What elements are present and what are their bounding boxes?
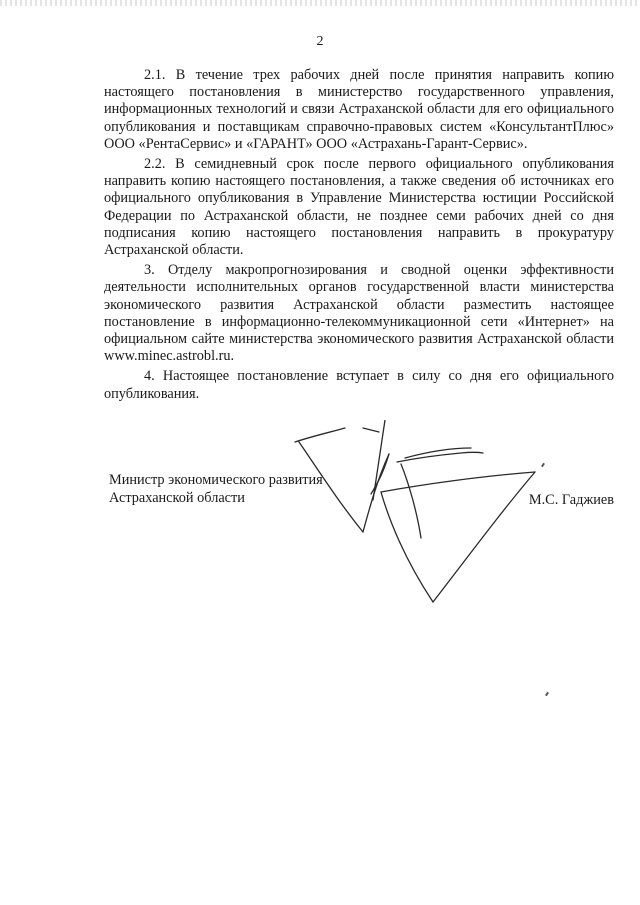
paragraph-2-2: 2.2. В семидневный срок после первого официального опубликования направить копию настоящего постановления, а также сведения об источниках его официального опубликования в Управление Министерства юстиции Российской Федерации по Астраханской области, не позднее семи рабочих дней со дня подписания копию настоящего постановления направить в прокуратуру Астраханской области. — [104, 156, 614, 259]
paragraph-3: 3. Отделу макропрогнозирования и сводной оценки эффективности деятельности исполнительных органов государственной власти министерства экономического развития Астраханской области разместить настоящее постановление в информационно-телекоммуникационной сети «Интернет» на официальном сайте министерства экономического развития Астраханской области www.minec.astrobl.ru. — [104, 262, 614, 365]
document-body — [104, 67, 614, 406]
signature-block — [109, 471, 614, 507]
scan-border — [0, 0, 640, 6]
signatory-position-line1: Министр экономического развития — [109, 472, 323, 488]
page-number: 2 — [316, 34, 324, 49]
signatory-name: М.С. Гаджиев — [528, 492, 614, 508]
scan-speck — [541, 463, 545, 467]
scan-speck — [545, 692, 549, 696]
paragraph-2-1: 2.1. В течение трех рабочих дней после принятия направить копию настоящего постановления в министерство государственного управления, информационных технологий и связи Астраханской области для его официального опубликования и поставщикам справочно-правовых систем «КонсультантПлюс» ООО «РентаСервис» и «ГАРАНТ» ООО «Астрахань-Гарант-Сервис». — [104, 67, 614, 152]
paragraph-4: 4. Настоящее постановление вступает в силу со дня его официального опубликования. — [104, 368, 614, 402]
signatory-position-line2: Астраханской области — [109, 490, 245, 506]
handwritten-signature — [285, 420, 555, 610]
